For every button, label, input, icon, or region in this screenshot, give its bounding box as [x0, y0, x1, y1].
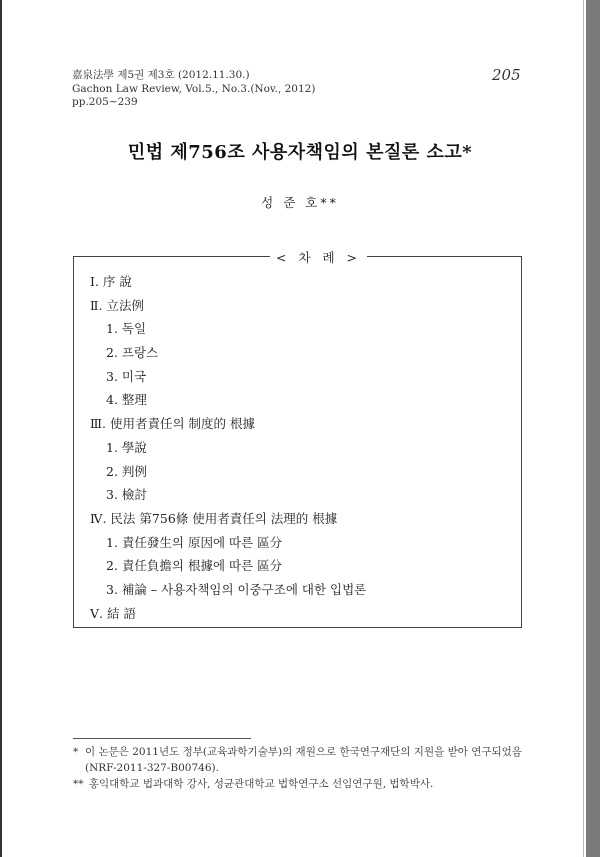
journal-header-line-2: Gachon Law Review, Vol.5., No.3.(Nov., 2012) [72, 82, 316, 95]
journal-header-line-1: 嘉泉法學 제5권 제3호 (2012.11.30.) [72, 69, 250, 81]
paper-title: 민법 제756조 사용자책임의 본질론 소고* [127, 142, 473, 163]
toc-item: Ⅰ. 序 說 [90, 274, 132, 289]
page-right-edge-bar [586, 0, 600, 857]
toc-item: Ⅲ. 使用者責任의 制度的 根據 [90, 416, 256, 432]
footnote-2 [73, 776, 533, 792]
toc-item: Ⅴ. 結 語 [90, 605, 136, 621]
journal-header [72, 69, 315, 110]
footnotes [73, 744, 533, 792]
toc-item: 2. 責任負擔의 根據에 따른 區分 [106, 558, 283, 574]
toc-item: Ⅱ. 立法例 [90, 297, 144, 313]
toc-item: Ⅳ. 民法 第756條 使用者責任의 法理的 根據 [90, 510, 338, 526]
toc-item: 3. 補論 – 사용자책임의 이중구조에 대한 입법론 [106, 581, 367, 597]
page-left-edge [0, 0, 2, 857]
footnote-2-marker: ** [73, 778, 84, 790]
toc-item: 3. 檢討 [106, 487, 147, 503]
toc-item: 2. 判例 [106, 463, 147, 479]
table-of-contents-list [90, 270, 366, 625]
toc-item: 3. 미국 [106, 368, 147, 384]
footnote-1-text: 이 논문은 2011년도 정부(교육과학기술부)의 재원으로 한국연구재단의 지원을 받아 연구되었음(NRF-2011-327-B00746). [85, 746, 522, 774]
table-of-contents-heading: < 차 례 > [270, 248, 367, 266]
journal-header-line-3: pp.205~239 [72, 96, 138, 108]
footnote-2-text: 홍익대학교 법과대학 강사, 성균관대학교 법학연구소 선임연구원, 법학박사. [88, 778, 434, 790]
footnote-1-marker: * [73, 746, 79, 758]
toc-item: 1. 責任發生의 原因에 따른 區分 [106, 534, 283, 550]
page-number: 205 [492, 66, 521, 84]
toc-item: 2. 프랑스 [106, 345, 159, 361]
toc-item: 1. 學說 [106, 439, 147, 455]
footnote-separator [73, 738, 251, 739]
toc-item: 4. 整理 [106, 392, 147, 408]
toc-item: 1. 독일 [106, 321, 147, 337]
footnote-1 [73, 744, 533, 776]
paper-author: 성 준 호** [261, 195, 339, 210]
page-right-edge-line [583, 0, 584, 857]
